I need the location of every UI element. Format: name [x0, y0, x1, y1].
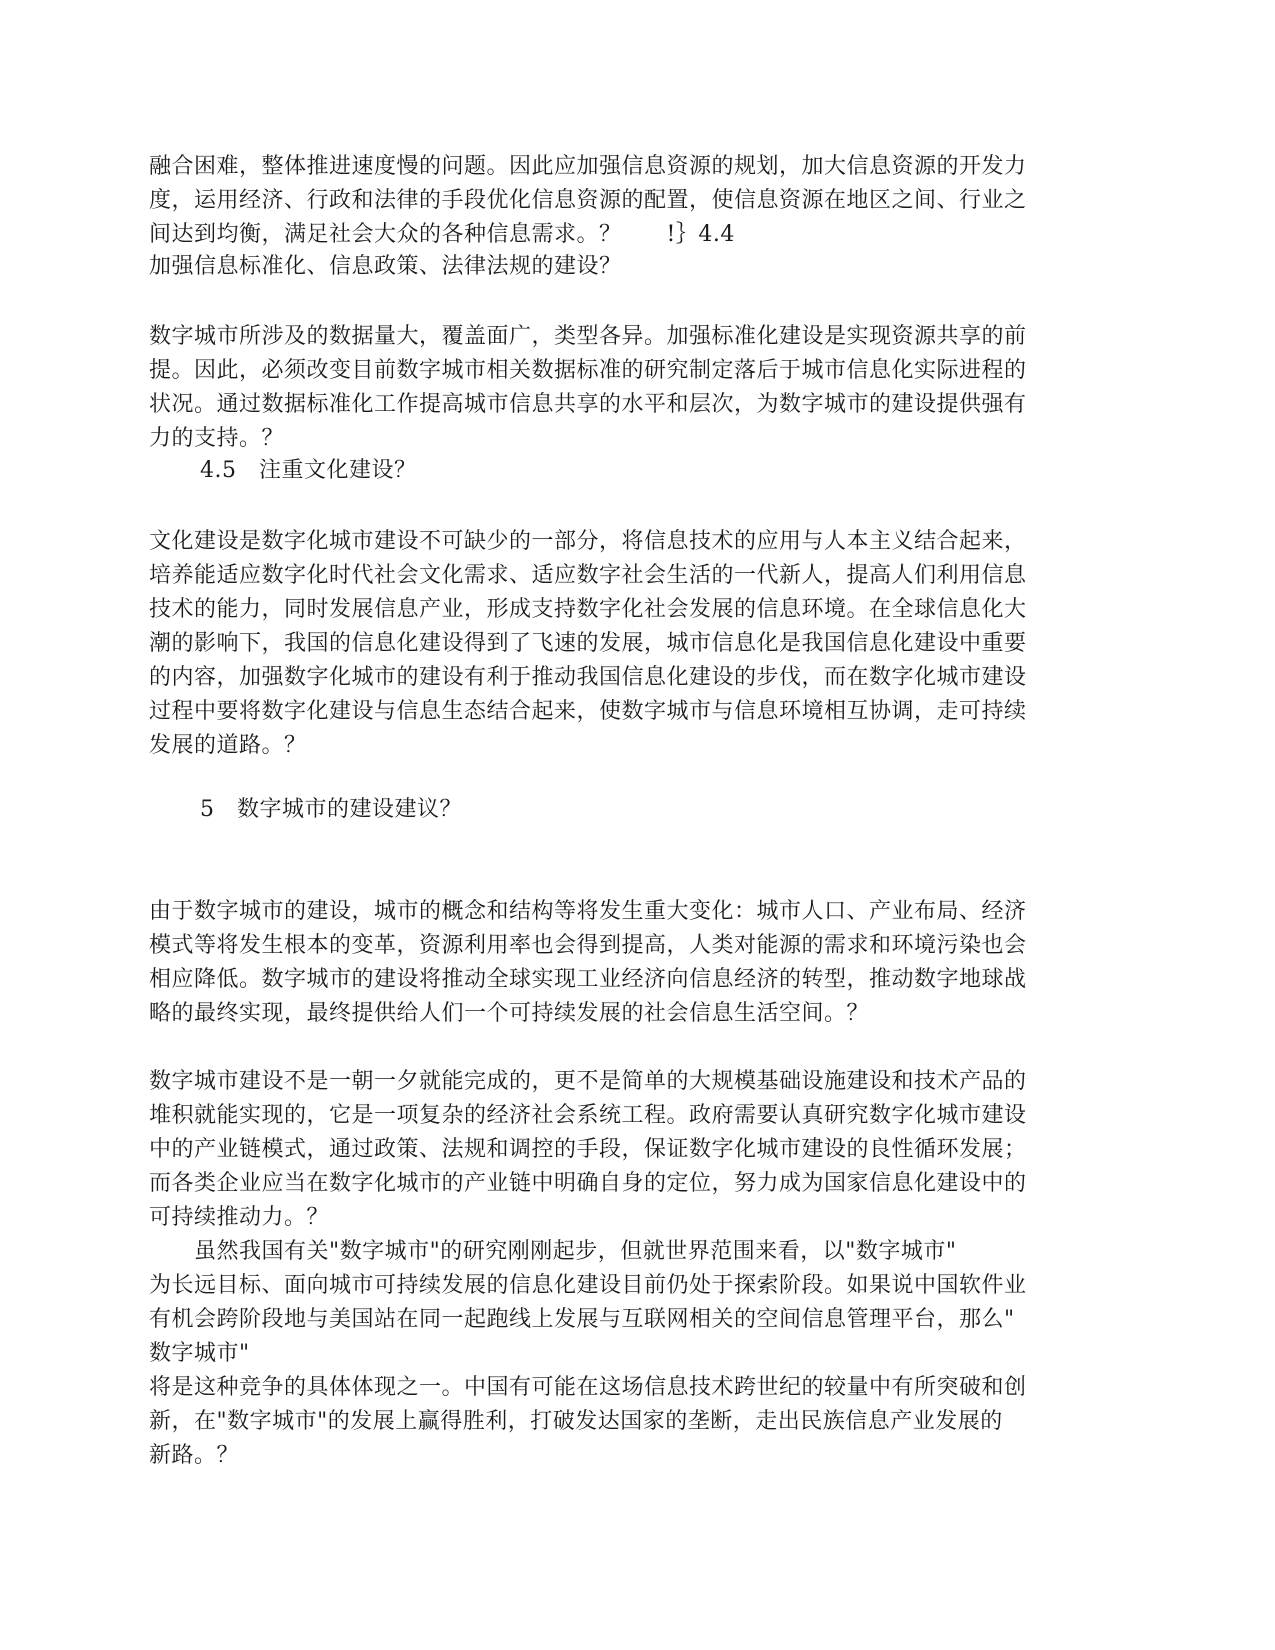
paragraph-system-engineering: 数字城市建设不是一朝一夕就能完成的，更不是简单的大规模基础设施建设和技术产品的 堆积就能实现的，它是一项复杂的经济社会系统工程。政府需要认真研究数字化城市建设 中的产业链模式，通过政策、法规和调控的手段，保证数字化城市建设的良性循环发展； 而各类企业应当在数字化城市的产业链中明确自身的定位，努力成为国家信息化建设中的 可持续推动力。？: [149, 1069, 1027, 1230]
paragraph-culture: 文化建设是数字化城市建设不可缺少的一部分，将信息技术的应用与人本主义结合起来， 培养能适应数字化时代社会文化需求、适应数字社会生活的一代新人，提高人们利用信息 技术的能力，同时发展信息产业，形成支持数字化社会发展的信息环境。在全球信息化大 潮的影响下，我国的信息化建设得到了飞速的发展，城市信息化是我国信息化建设中重要 的内容，加强数字化城市的建设有利于推动我国信息化建设的步伐，而在数字化城市建设 过程中要将数字化建设与信息生态结合起来，使数字城市与信息环境相互协调，走可持续 发展的道路。？: [149, 529, 1027, 758]
heading-suggestions: 5 数字城市的建设建议？: [200, 797, 462, 822]
paragraph-city-change: 由于数字城市的建设，城市的概念和结构等将发生重大变化：城市人口、产业布局、经济 模式等将发生根本的变革，资源利用率也会得到提高，人类对能源的需求和环境污染也会 相应降低。数字城市的建设将推动全球实现工业经济向信息经济的转型，推动数字地球战 略的最终实现，最终提供给人们一个可持续发展的社会信息生活空间。？: [149, 899, 1027, 1026]
heading-culture: 4.5 注重文化建设？: [200, 458, 417, 483]
heading-standardization: 加强信息标准化、信息政策、法律法规的建设？: [149, 254, 622, 279]
paragraph-china-opportunity: 虽然我国有关"数字城市"的研究刚刚起步，但就世界范围来看，以"数字城市" 为长远目标、面向城市可持续发展的信息化建设目前仍处于探索阶段。如果说中国软件业 有机会跨阶段地与美国站在同一起跑线上发展与互联网相关的空间信息管理平台，那么" 数字城市" 将是这种竞争的具体体现之一。中国有可能在这场信息技术跨世纪的较量中有所突破和创 新，在"数字城市"的发展上赢得胜利，打破发达国家的垄断，走出民族信息产业发展的 新路。？: [149, 1239, 1027, 1468]
paragraph-resource-planning: 融合困难，整体推进速度慢的问题。因此应加强信息资源的规划，加大信息资源的开发力 度，运用经济、行政和法律的手段优化信息资源的配置，使信息资源在地区之间、行业之 间达到均衡，满足社会大众的各种信息需求。？ !｝4.4: [149, 154, 1027, 247]
paragraph-standardization: 数字城市所涉及的数据量大，覆盖面广，类型各异。加强标准化建设是实现资源共享的前 提。因此，必须改变目前数字城市相关数据标准的研究制定落后于城市信息化实际进程的 状况。通过数据标准化工作提高城市信息共享的水平和层次，为数字城市的建设提供强有 力的支持。？: [149, 324, 1027, 451]
